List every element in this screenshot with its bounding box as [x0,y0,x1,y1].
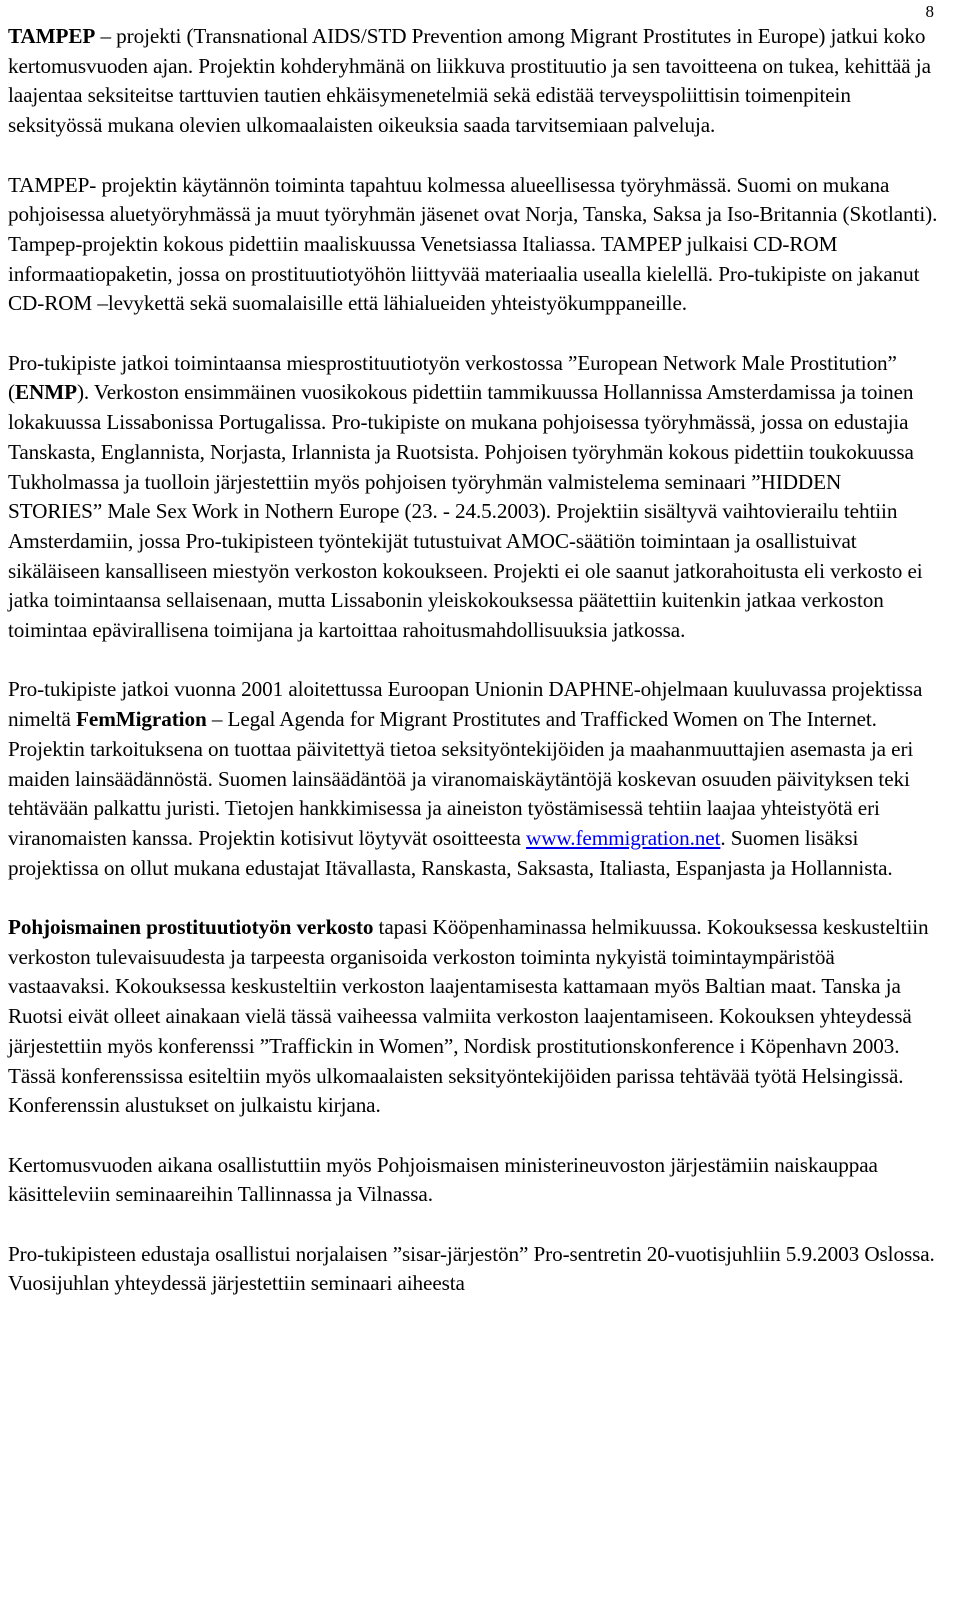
paragraph-text: tapasi Kööpenhaminassa helmikuussa. Kokouksessa keskusteltiin verkoston tulevaisuudesta ja tarpeesta organisoida verkoston toiminta nykyistä toimintaympäristöä vastaavaksi. Kokouksessa keskusteltiin verkoston laajentamisesta kattamaan myös Baltian maat. Tanska ja Ruotsi eivät olleet ainakaan vielä tässä vaiheessa valmiita verkoston laajentamiseen. Kokouksen yhteydessä järjestettiin myös konferenssi ”Traffickin in Women”, Nordisk prostitutionskonference i Köpenhavn 2003. Tässä konferenssissa esiteltiin myös ulkomaalaisten seksityöntekijöiden parissa tehtävää työtä Helsingissä. Konferenssin alustukset on julkaistu kirjana. [8,915,929,1118]
page-number: 8 [925,2,934,21]
paragraph-enmp [8,349,938,646]
paragraph-tampep-intro [8,22,938,141]
bold-term: FemMigration [76,707,207,732]
bold-term: ENMP [14,380,77,405]
paragraph-nordic-network [8,913,938,1121]
paragraph-text: Pro-tukipisteen edustaja osallistui norjalaisen ”sisar-järjestön” Pro-sentretin 20-vuotisjuhliin 5.9.2003 Oslossa. Vuosijuhlan yhteydessä järjestettiin seminaari aiheesta [8,1241,935,1296]
paragraph-text: . Suomen lisäksi projektissa on ollut mukana edustajat Itävallasta, Ranskasta, Saksasta, Italiasta, Espanjasta ja Hollannista. [8,825,893,880]
paragraph-femmigration [8,675,938,883]
paragraph-text: Pro-tukipiste jatkoi toimintaansa miesprostituutiotyön verkostossa ”European Network Male Prostitution” ( [8,350,897,405]
bold-term: TAMPEP [8,24,96,48]
paragraph-nordic-council [8,1151,938,1210]
bold-term: Pohjoismainen prostituutiotyön verkosto [8,915,374,940]
paragraph-text: Kertomusvuoden aikana osallistuttiin myös Pohjoismaisen ministerineuvoston järjestämiin naiskauppaa käsitteleviin seminaareihin Tallinnassa ja Vilnassa. [8,1152,878,1207]
paragraph-text: – projekti (Transnational AIDS/STD Prevention among Migrant Prostitutes in Europe) jatkui koko kertomusvuoden ajan. Projektin kohderyhmänä on liikkuva prostituutio ja sen tavoitteena on tukea, kehittää ja laajentaa seksiteitse tarttuvien tautien ehkäisymenetelmiä sekä edistää terveyspoliittisin toimenpitein seksityössä mukana olevien ulkomaalaisten oikeuksia saada tarvitsemiaan palveluja. [8,24,931,138]
femmigration-link[interactable]: www.femmigration.net [526,825,721,850]
paragraph-text: Pro-tukipiste jatkoi vuonna 2001 aloitettussa Euroopan Unionin DAPHNE-ohjelmaan kuuluvassa projektissa nimeltä [8,677,923,732]
paragraph-pro-sentret [8,1240,938,1299]
paragraph-text: TAMPEP- projektin käytännön toiminta tapahtuu kolmessa alueellisessa työryhmässä. Suomi on mukana pohjoisessa aluetyöryhmässä ja muut työryhmän jäsenet ovat Norja, Tanska, Saksa ja Iso-Britannia (Skotlanti). Tampep-projektin kokous pidettiin maaliskuussa Venetsiassa Italiassa. TAMPEP julkaisi CD-ROM informaatiopaketin, jossa on prostituutiotyöhön liittyvää materiaalia usealla kielellä. Pro-tukipiste on jakanut CD-ROM –levykettä sekä suomalaisille että lähialueiden yhteistyökumppaneille. [8,172,938,316]
paragraph-text: – Legal Agenda for Migrant Prostitutes and Trafficked Women on The Internet. Projektin tarkoituksena on tuottaa päivitettyä tietoa seksityöntekijöiden ja maahanmuuttajien asemasta ja eri maiden lainsäädännöstä. Suomen lainsäädäntöä ja viranomaiskäytäntöjä koskevan osuuden päivityksen teki tehtävään palkattu juristi. Tietojen hankkimisessa ja aineiston työstämisessä tehtiin laajaa yhteistyötä eri viranomaisten kanssa. Projektin kotisivut löytyvät osoitteesta [8,707,914,850]
document-body [8,22,938,1329]
paragraph-text: ). Verkoston ensimmäinen vuosikokous pidettiin tammikuussa Hollannissa Amsterdamissa ja toinen lokakuussa Lissabonissa Portugalissa. Pro-tukipiste on mukana pohjoisessa työryhmässä, jossa on edustajia Tanskasta, Englannista, Norjasta, Irlannista ja Ruotsista. Pohjoisen työryhmän kokous pidettiin toukokuussa Tukholmassa ja tuolloin järjestettiin myös pohjoisen työryhmän valmistelema seminaari ”HIDDEN STORIES” Male Sex Work in Nothern Europe (23. - 24.5.2003). Projektiin sisältyvä vaihtovierailu tehtiin Amsterdamiin, jossa Pro-tukipisteen työntekijät tutustuivat AMOC-säätiön toimintaan ja osallistuivat sikäläiseen kansalliseen miestyön verkoston kokoukseen. Projekti ei ole saanut jatkorahoitusta eli verkosto ei jatka toimintaansa sellaisenaan, mutta Lissabonin yleiskokouksessa päätettiin kuitenkin jatkaa verkoston toimintaa epävirallisena toimijana ja kartoittaa rahoitusmahdollisuuksia jatkossa. [8,380,923,643]
paragraph-tampep-work [8,171,938,320]
